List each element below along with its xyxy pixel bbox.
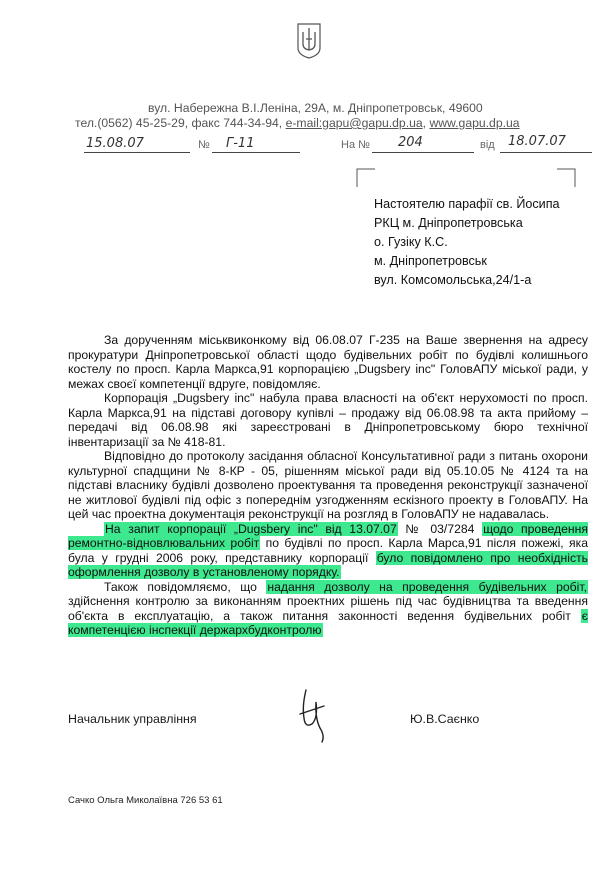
header-address: вул. Набережна В.І.Леніна, 29А, м. Дніпропетровськ, 49600 — [148, 101, 483, 115]
website-link[interactable]: www.gapu.dp.ua — [429, 116, 520, 130]
signatory-position: Начальник управління — [68, 712, 197, 726]
paragraph-3: Відповідно до протоколу засідання обласної Консультативної ради з питань охорони культурної спадщини № 8-КР - 05, рішенням міської ради від 05.10.05 № 4124 та на підставі власнику будівлі дозволено проектування та проведення реконструкції зазначеної не житлової будівлі під офіс з попереднім узгодженням ескізного проекту в ГоловАПУ. На цей час проектна документація реконструкції на розгляд в ГоловАПУ не надавалась. — [68, 449, 588, 521]
date-underline — [84, 152, 190, 153]
highlight: є компетенцією інспекції держархбудконтролю — [68, 608, 588, 637]
reply-number: 204 — [398, 135, 423, 150]
reply-label: На № — [341, 139, 370, 151]
executor-note: Сачко Ольга Миколаївна 726 53 61 — [68, 795, 223, 806]
highlight: щодо проведення ремонтно-відновлювальних робіт — [68, 521, 588, 550]
addressee-line: м. Дніпропетровськ — [374, 254, 487, 268]
number-underline — [212, 152, 300, 153]
highlight: було повідомлено про необхідність оформлення дозволу в установленому порядку. — [68, 550, 588, 579]
addressee-block — [374, 195, 560, 290]
text-run: № 03/7284 — [397, 521, 483, 536]
letter-body — [68, 333, 588, 638]
highlight: надання дозволу на проведення будівельних робіт, — [267, 579, 587, 594]
signatory-name: Ю.В.Саєнко — [410, 712, 480, 726]
paragraph-1: За дорученням міськвиконкому від 06.08.07 Г-235 на Ваше звернення на адресу прокуратури Дніпропетровської області щодо будівельних робіт по будівлі колишнього костелу по просп. Карла Маркса,91 корпорацією „Dugsbery inc" ГоловАПУ міської ради, у межах своєї компетенції вдруге, повідомляє. — [68, 333, 588, 391]
paragraph-5 — [68, 580, 588, 638]
addressee-line: Настоятелю парафії св. Йосипа — [374, 197, 560, 211]
text-run: здійснення контролю за виконанням проектних рішень під час будівництва та введення об'єкта в експлуатацію, а також питання законності ведення будівельних робіт — [68, 594, 588, 623]
highlight: На запит корпорації „Dugsbery inc" від 13.07.07 — [105, 521, 397, 536]
text-run: Також повідомляємо, що — [104, 579, 267, 594]
header-contacts: тел.(0562) 45-25-29, факс 744-34-94, e-mail:gapu@gapu.dp.ua, www.gapu.dp.ua — [75, 116, 520, 130]
addressee-line: о. Гузіку К.С. — [374, 235, 448, 249]
address-corner-marks — [356, 168, 576, 188]
reference-row — [0, 134, 610, 156]
contacts-phone-fax: тел.(0562) 45-25-29, факс 744-34-94, — [75, 116, 283, 130]
number-label: № — [198, 139, 210, 151]
outgoing-date: 15.08.07 — [86, 136, 144, 151]
outgoing-number: Г-11 — [226, 136, 255, 151]
paragraph-4 — [68, 522, 588, 580]
reply-number-underline — [372, 152, 474, 153]
handwritten-signature — [292, 684, 332, 746]
from-label: від — [480, 139, 495, 151]
text-run: по будівлі по просп. Карла Марса,91 після пожежі, яка була у грудні 2006 року, представнику корпорації — [68, 536, 589, 565]
reply-date-underline — [500, 152, 592, 153]
email-link[interactable]: e-mail:gapu@gapu.dp.ua — [285, 116, 423, 130]
trident-emblem-icon — [296, 22, 322, 60]
addressee-line: РКЦ м. Дніпропетровська — [374, 216, 523, 230]
paragraph-2: Корпорація „Dugsbery inc" набула права власності на об'єкт нерухомості по просп. Карла Маркса,91 на підставі договору купівлі – продажу від 06.08.98 та акта прийому – передачі від 06.08.98 які зареєстровані в Дніпропетровському бюро технічної інвентаризації за № 418-81. — [68, 391, 588, 449]
addressee-line: вул. Комсомольська,24/1-а — [374, 273, 532, 287]
reply-date: 18.07.07 — [508, 134, 566, 149]
